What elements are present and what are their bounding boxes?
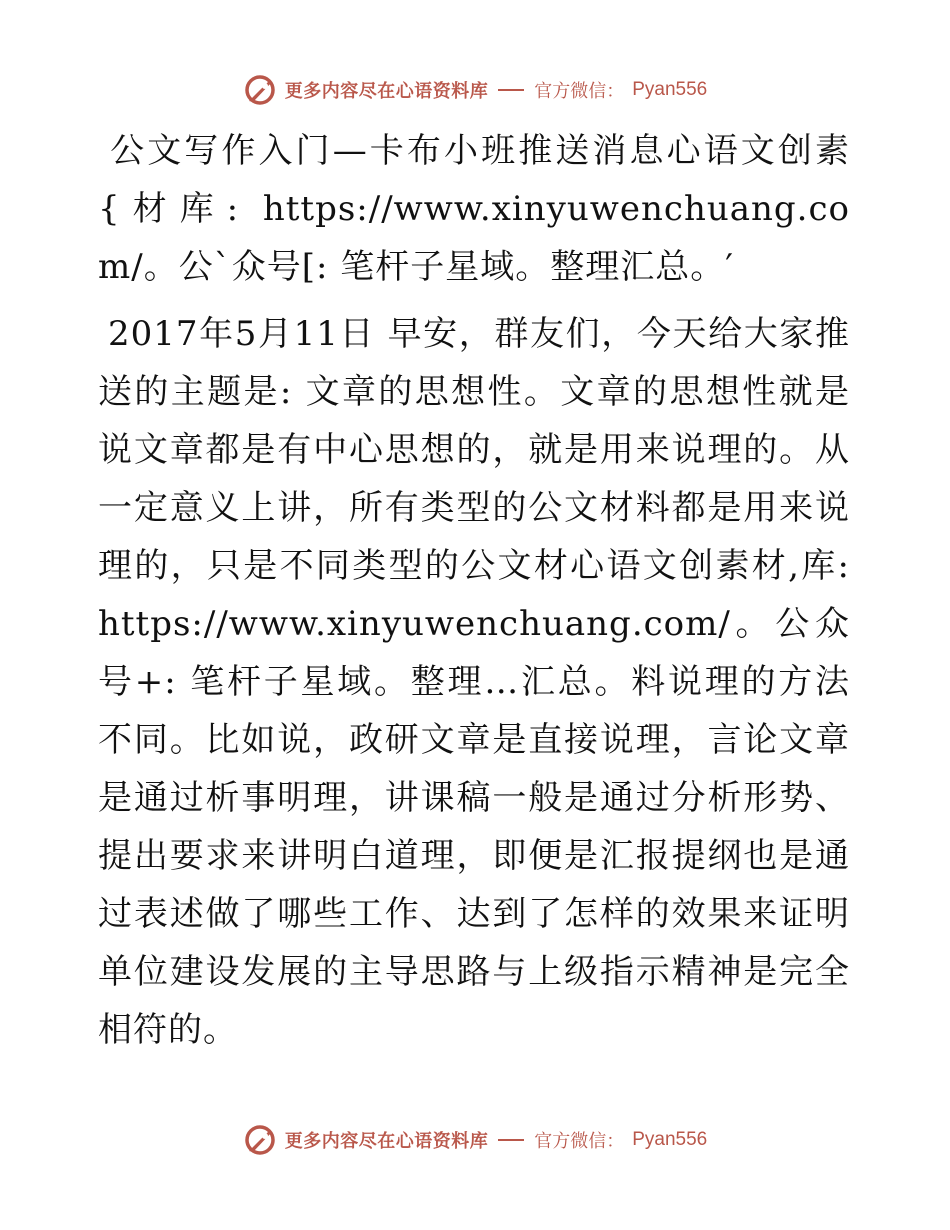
paragraph-1-text: 公文写作入门—卡布小班推送消息心语文创素{材库: https://www.xinyuwenchuang.com/。公`众号[: 笔杆子星域。整理汇总。′ <box>98 131 850 287</box>
header-banner <box>0 70 950 110</box>
footer-dash <box>498 1139 524 1141</box>
header-site-text: 更多内容尽在心语资料库 <box>284 81 489 102</box>
footer-banner <box>0 1120 950 1160</box>
quill-logo-icon <box>243 73 277 107</box>
footer-wechat-label: 官方微信： <box>534 1131 625 1152</box>
footer-wechat-id: Pyan556 <box>632 1129 708 1150</box>
quill-logo-icon <box>243 1123 277 1157</box>
paragraph-2 <box>98 305 850 1059</box>
paragraph-2-text: 2017年5月11日 早安，群友们，今天给大家推送的主题是: 文章的思想性。文章的思想性就是说文章都是有中心思想的，就是用来说理的。从一定意义上讲，所有类型的公文材料都是用来说理的，只是不同类型的公文材心语文创素材,库: https://www.xinyuwenchuang.com/。公众号+: 笔杆子星域。整理…汇总。料说理的方法不同。比如说，政研文章是直接说理，言论文章是通过析事明理，讲课稿一般是通过分析形势、提出要求来讲明白道理，即便是汇报提纲也是通过表述做了哪些工作、达到了怎样的效果来证明单位建设发展的主导思路与上级指示精神是完全相符的。 <box>98 314 850 1050</box>
header-wechat-label: 官方微信： <box>534 81 625 102</box>
header-wechat-id: Pyan556 <box>632 79 708 100</box>
header-dash <box>498 89 524 91</box>
footer-site-text: 更多内容尽在心语资料库 <box>284 1131 489 1152</box>
paragraph-1 <box>98 122 850 296</box>
body-text <box>98 122 850 1059</box>
